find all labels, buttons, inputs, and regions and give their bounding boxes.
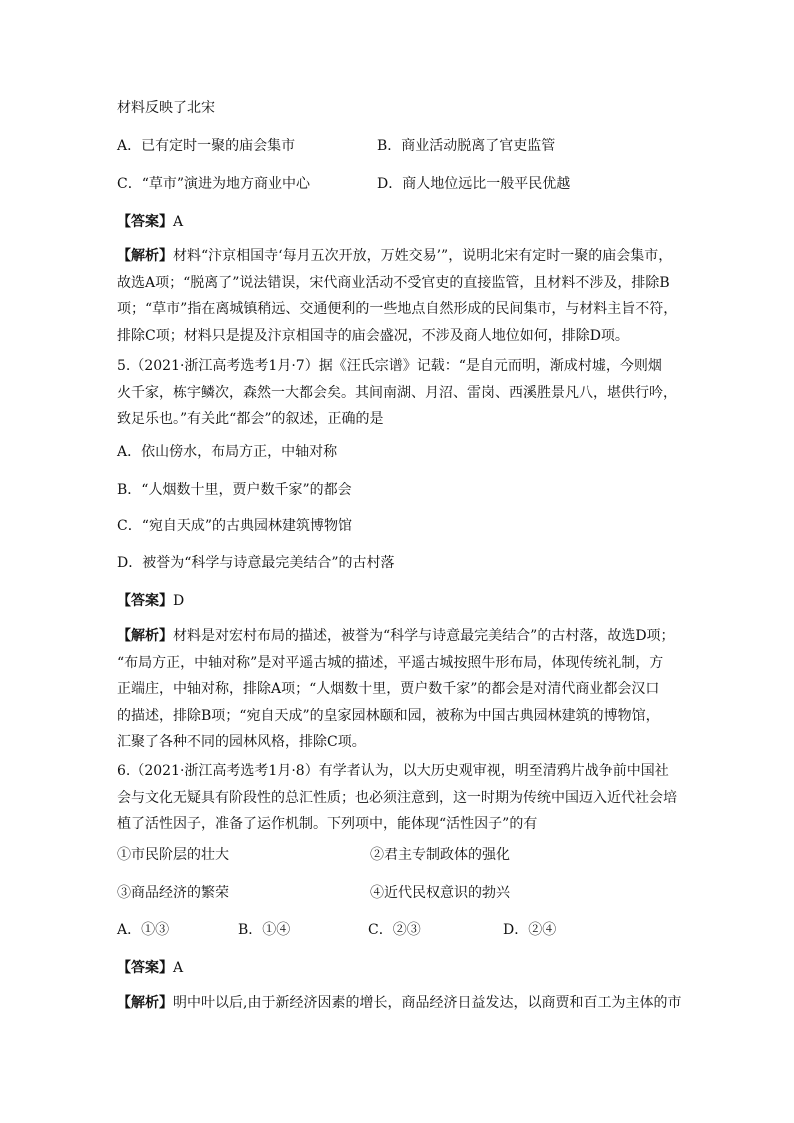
- q4-option-d: D．商人地位远比一般平民优越: [377, 176, 571, 192]
- stem-line: 火千家，栋宇鳞次，森然一大都会矣。其间南湖、月沼、雷岗、西溪胜景凡八，堪供行吟，: [117, 384, 677, 401]
- q4-stem-tail: 材料反映了北宋: [117, 100, 215, 116]
- q6-analysis: [117, 990, 689, 1017]
- analysis-line: 材料“汴京相国寺‘每月五次开放，万姓交易’”，说明北宋有定时一聚的庙会集市，: [173, 248, 673, 264]
- answer-label: 【答案】: [117, 214, 173, 230]
- q6-stem: [117, 758, 689, 838]
- stem-line: 6.（2021·浙江高考选考1月·8）有学者认为，以大历史观审视，明至清鸦片战争前中国社: [117, 763, 669, 779]
- answer-value: A: [173, 214, 184, 230]
- analysis-line: 明中叶以后,由于新经济因素的增长，商品经济日益发达，以商贾和百工为主体的市: [173, 995, 682, 1011]
- q6-option-a: A．①③: [117, 922, 170, 938]
- q6-option-d: D．②④: [503, 922, 557, 938]
- analysis-line: 材料是对宏村布局的描述，被誉为“科学与诗意最完美结合”的古村落，故选D项；: [173, 628, 675, 644]
- analysis-line: 故选A项；“脱离了”说法错误，宋代商业活动不受官吏的直接监管，且材料不涉及，排除B: [117, 274, 670, 291]
- q6-item-1: ①市民阶层的壮大: [117, 847, 229, 863]
- answer-value: D: [173, 593, 185, 609]
- answer-value: A: [173, 960, 184, 976]
- analysis-label: 【解析】: [117, 628, 173, 644]
- q6-item-3: ③商品经济的繁荣: [117, 885, 229, 901]
- q4-option-c: C．“草市”演进为地方商业中心: [117, 176, 311, 192]
- stem-line: 植了活性因子，准备了运作机制。下列项中，能体现“活性因子”的有: [117, 816, 538, 832]
- q6-answer: [117, 958, 183, 978]
- analysis-line: “布局方正，中轴对称”是对平遥古城的描述，平遥古城按照牛形布局，体现传统礼制，方: [117, 654, 664, 671]
- stem-line: 致足乐也。”有关此“都会”的叙述，正确的是: [117, 411, 384, 427]
- analysis-line: 排除C项；材料只是提及汴京相国寺的庙会盛况，不涉及商人地位如何，排除D项。: [117, 327, 629, 344]
- stem-line: 会与文化无疑具有阶段性的总汇性质；也必须注意到，这一时期为传统中国迈入近代社会培: [117, 789, 677, 806]
- q6-option-b: B．①④: [238, 922, 291, 938]
- q4-option-b: B．商业活动脱离了官吏监管: [377, 138, 556, 154]
- q6-item-2: ②君主专制政体的强化: [370, 847, 510, 863]
- answer-label: 【答案】: [117, 593, 173, 609]
- q5-stem: [117, 353, 689, 433]
- q4-option-a: A．已有定时一聚的庙会集市: [117, 138, 296, 154]
- q5-option-b: B．“人烟数十里，贾户数千家”的都会: [117, 482, 352, 498]
- q5-option-d: D．被誉为“科学与诗意最完美结合”的古村落: [117, 555, 395, 571]
- q6-option-c: C．②③: [368, 922, 421, 938]
- answer-label: 【答案】: [117, 960, 173, 976]
- q4-analysis: [117, 243, 689, 349]
- analysis-line: 汇聚了各种不同的园林风格，排除C项。: [117, 734, 366, 750]
- q5-option-c: C．“宛自天成”的古典园林建筑博物馆: [117, 518, 353, 534]
- q6-item-4: ④近代民权意识的勃兴: [370, 885, 510, 901]
- analysis-label: 【解析】: [117, 995, 173, 1011]
- q5-analysis: [117, 623, 689, 756]
- analysis-line: 项；“草市”指在离城镇稍远、交通便利的一些地点自然形成的民间集市，与材料主旨不符，: [117, 301, 678, 317]
- analysis-line: 的描述，排除B项；“宛自天成”的皇家园林颐和园，被称为中国古典园林建筑的博物馆，: [117, 707, 660, 724]
- q4-answer: [117, 212, 183, 232]
- stem-line: 5.（2021·浙江高考选考1月·7）据《汪氏宗谱》记载：“是自元而明，渐成村墟，今则烟: [117, 358, 662, 374]
- analysis-line: 正端庄，中轴对称，排除A项；“人烟数十里，贾户数千家”的都会是对清代商业都会汉口: [117, 681, 660, 697]
- analysis-label: 【解析】: [117, 248, 173, 264]
- q5-answer: [117, 591, 184, 611]
- q5-option-a: A．依山傍水，布局方正，中轴对称: [117, 444, 338, 460]
